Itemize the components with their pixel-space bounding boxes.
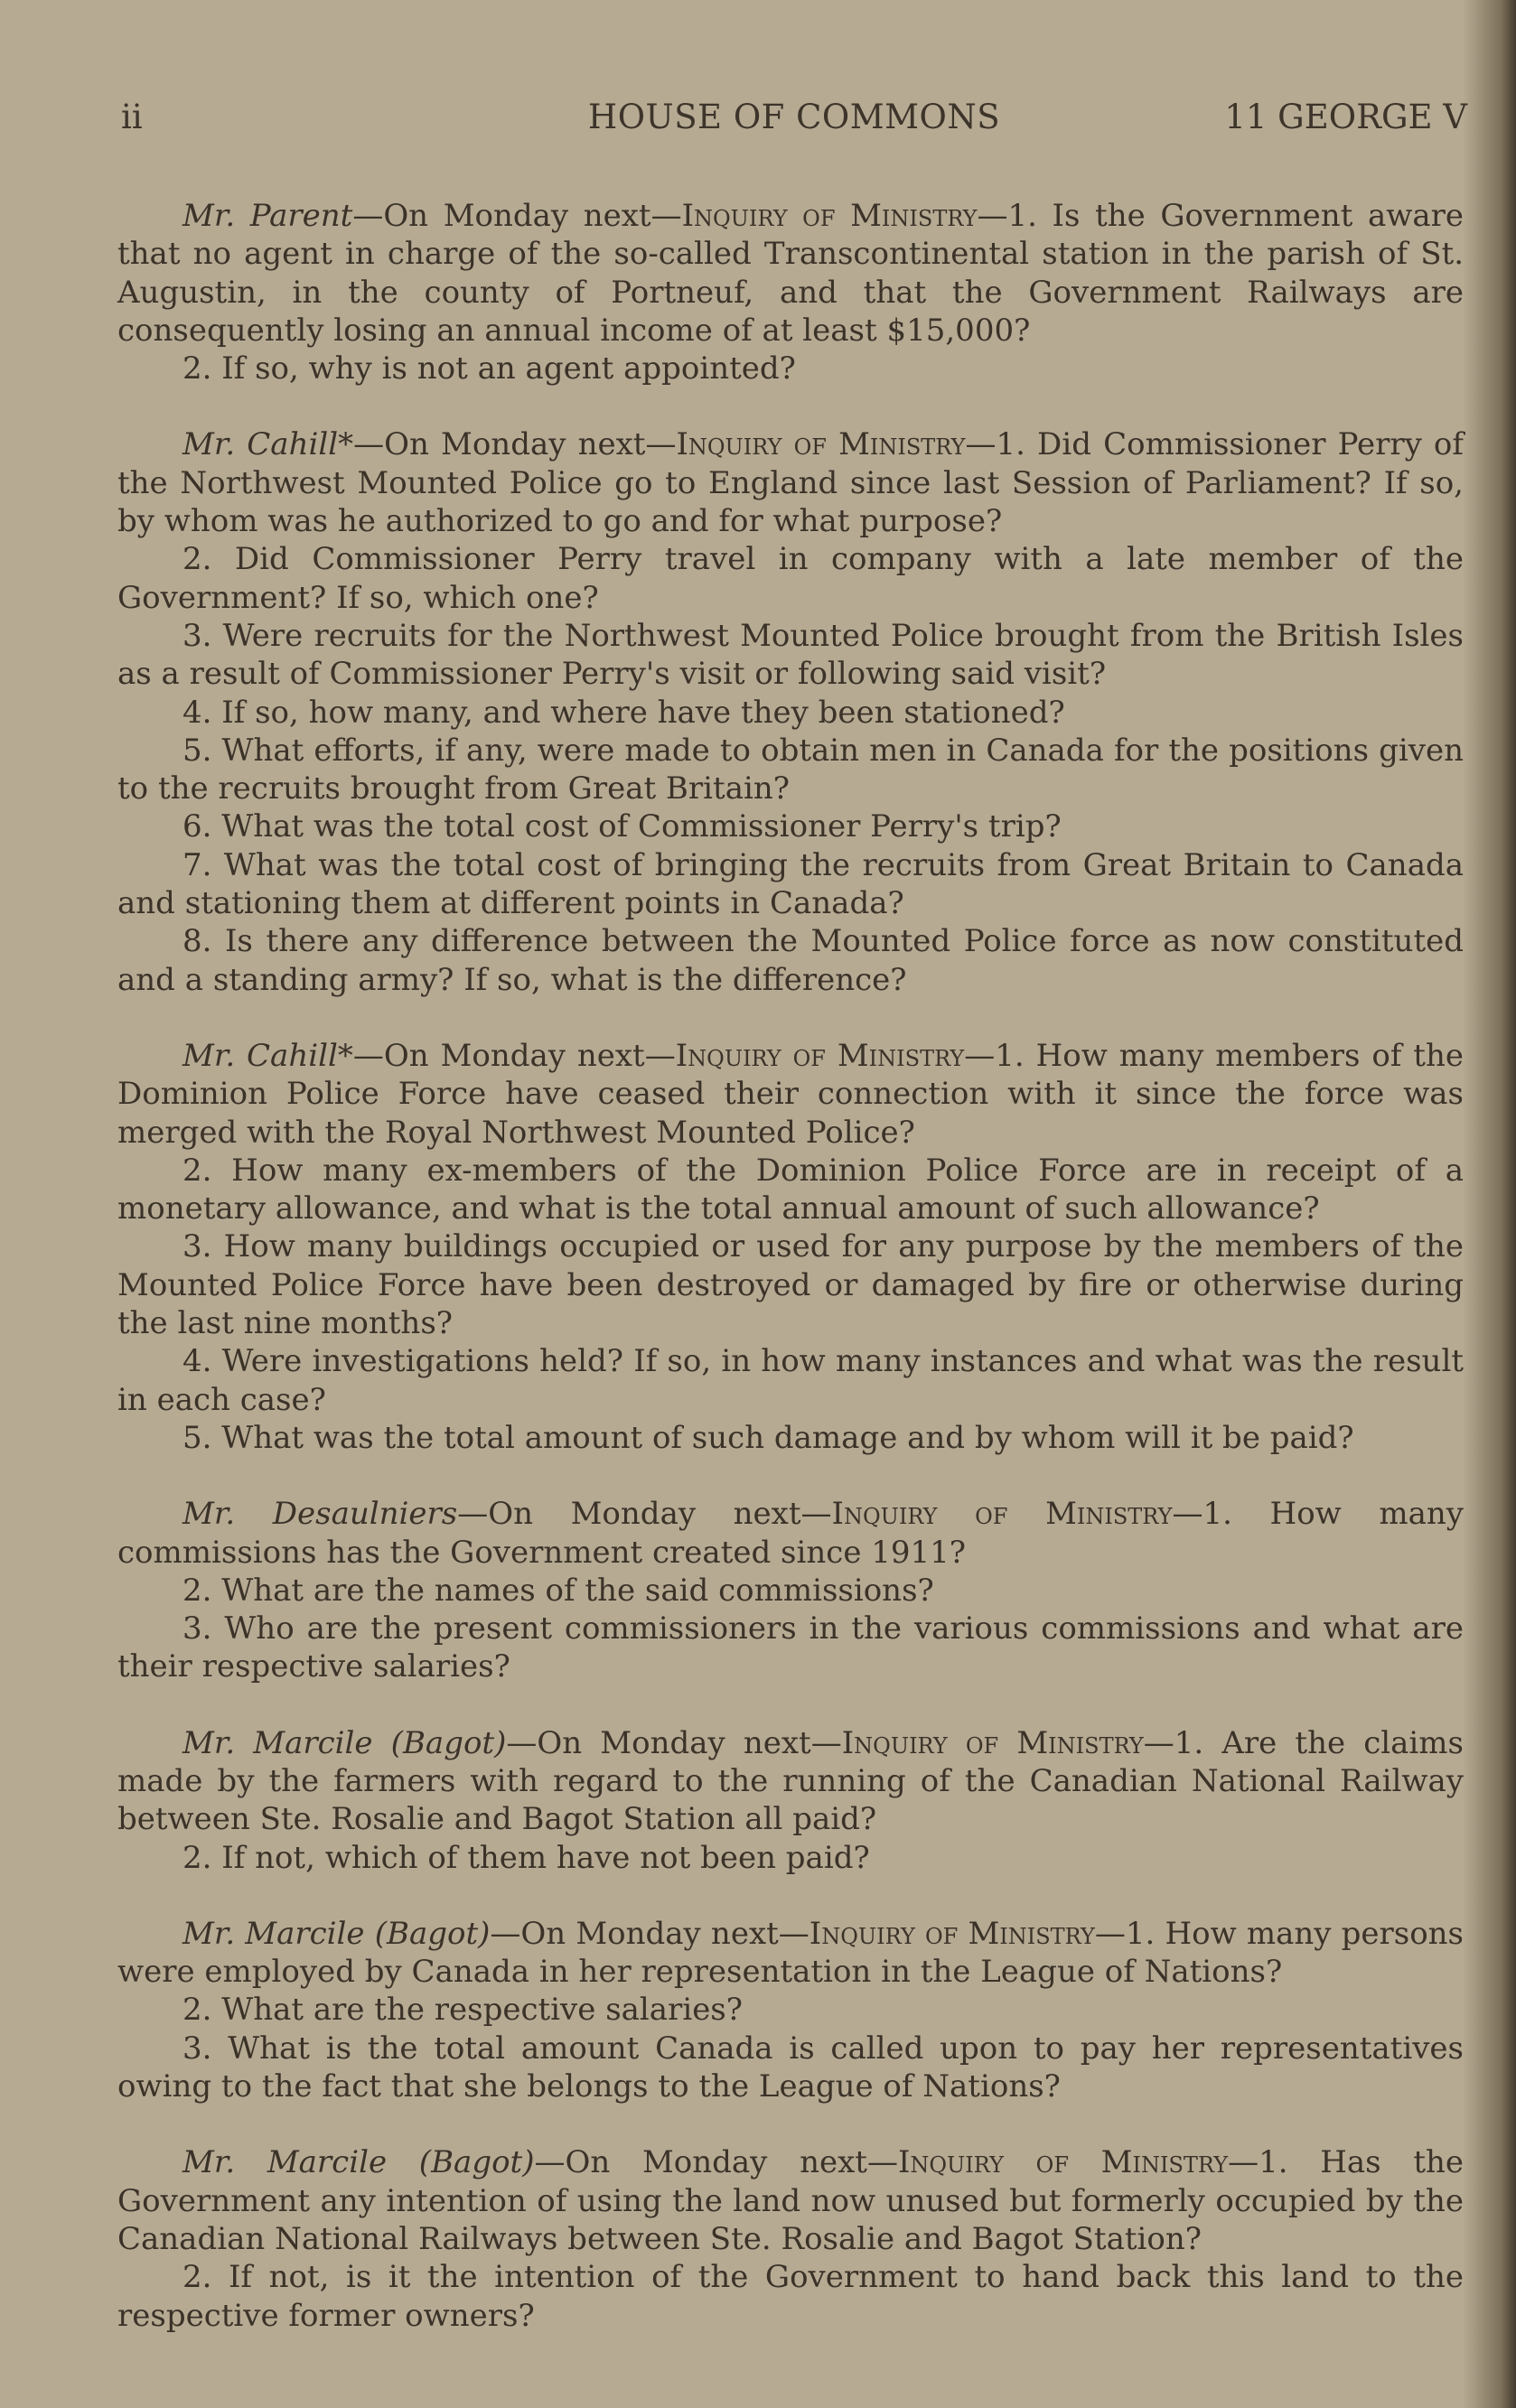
question-text: —1. How many members of the Dominion Police Force have ceased their connection with it since the force was merged with the Royal Northwest Mounted Police? [117, 1037, 1464, 1151]
notice-intro: —On Monday next— [353, 426, 677, 463]
question-item: 6. What was the total cost of Commissioner Perry's trip? [182, 808, 1062, 845]
question-item: 3. Who are the present commissioners in the various commissions and what are their respective salaries? [117, 1610, 1464, 1685]
running-header [121, 98, 1467, 143]
question-entry [117, 1037, 1464, 1457]
notice-intro: —On Monday next— [534, 2144, 898, 2181]
question-item: 7. What was the total cost of bringing the recruits from Great Britain to Canada and stationing them at different points in Canada? [117, 846, 1464, 922]
question-text: —1. Has the Government any intention of using the land now unused but formerly occupied by the Canadian National Railways between Ste. Rosalie and Bagot Station? [117, 2144, 1464, 2257]
question-item: 4. If so, how many, and where have they been stationed? [182, 694, 1065, 731]
question-item: 5. What was the total amount of such damage and by whom will it be paid? [182, 1419, 1354, 1456]
question-lead [117, 1915, 1464, 1992]
regnal-year: 11 GEORGE V [1224, 98, 1467, 136]
question-item: 3. Were recruits for the Northwest Mounted Police brought from the British Isles as a result of Commissioner Perry's visit or following said visit? [117, 617, 1464, 693]
question-entry [117, 1495, 1464, 1685]
member-name: Mr. Cahill* [182, 426, 354, 463]
member-name: Mr. Marcile (Bagot) [182, 1724, 507, 1761]
question-item: 5. What efforts, if any, were made to obtain men in Canada for the positions given to the recruits brought from Great Britain? [117, 732, 1464, 807]
member-name: Mr. Parent [182, 198, 353, 234]
page-number: ii [121, 98, 143, 136]
question-item: 2. What are the names of the said commissions? [182, 1572, 934, 1609]
member-name: Mr. Marcile (Bagot) [182, 2144, 535, 2181]
inquiry-heading: Inquiry of Ministry [897, 2144, 1229, 2181]
question-item: 3. What is the total amount Canada is called upon to pay her representatives owing to the fact that she belongs to the League of Nations? [117, 2030, 1464, 2105]
notice-intro: —On Monday next— [490, 1915, 809, 1952]
question-item: 2. If not, is it the intention of the Government to hand back this land to the respective former owners? [117, 2259, 1464, 2334]
inquiry-heading: Inquiry of Ministry [831, 1496, 1173, 1533]
question-lead [117, 1724, 1464, 1839]
member-name: Mr. Marcile (Bagot) [182, 1915, 491, 1952]
question-entry [117, 1915, 1464, 2105]
question-lead [117, 2143, 1464, 2258]
question-item: 8. Is there any difference between the Mounted Police force as now constituted and a standing army? If so, what is the difference? [117, 923, 1464, 998]
question-text: —1. Is the Government aware that no agent in charge of the so-called Transcontinental station in the parish of St. Augustin, in the county of Portneuf, and that the Government Railways are consequently losing an annual income of at least $15,000? [117, 198, 1464, 349]
question-text: —1. Did Commissioner Perry of the Northwest Mounted Police go to England since last Session of Parliament? If so, by whom was he authorized to go and for what purpose? [117, 426, 1464, 540]
question-text: —1. How many commissions has the Government created since 1911? [117, 1496, 1464, 1571]
member-name: Mr. Desaulniers [182, 1496, 458, 1533]
member-name: Mr. Cahill* [182, 1037, 353, 1074]
notice-intro: —On Monday next— [506, 1724, 842, 1761]
question-item: 3. How many buildings occupied or used for any purpose by the members of the Mounted Police Force have been destroyed or damaged by fire or otherwise during the last nine months? [117, 1228, 1464, 1342]
notice-intro: —On Monday next— [457, 1496, 832, 1533]
question-item: 2. If so, why is not an agent appointed? [182, 350, 796, 387]
question-item: 2. What are the respective salaries? [182, 1992, 743, 2029]
notice-body [117, 197, 1464, 2373]
question-text: —1. Are the claims made by the farmers with regard to the running of the Canadian National Railway between Ste. Rosalie and Bagot Station all paid? [117, 1724, 1464, 1838]
question-entry [117, 1724, 1464, 1877]
question-lead [117, 1495, 1464, 1572]
notice-intro: —On Monday next— [352, 198, 682, 234]
question-item: 2. How many ex-members of the Dominion Police Force are in receipt of a monetary allowance, and what is the total annual amount of such allowance? [117, 1152, 1464, 1227]
question-item: 4. Were investigations held? If so, in how many instances and what was the result in each case? [117, 1343, 1464, 1418]
question-item: 2. If not, which of them have not been paid? [182, 1839, 870, 1876]
question-lead [117, 197, 1464, 350]
question-entry [117, 197, 1464, 387]
running-title: HOUSE OF COMMONS [587, 98, 1001, 136]
inquiry-heading: Inquiry of Ministry [809, 1915, 1095, 1952]
question-lead [117, 1037, 1464, 1152]
notice-intro: —On Monday next— [352, 1037, 676, 1074]
question-lead [117, 425, 1464, 540]
inquiry-heading: Inquiry of Ministry [841, 1724, 1144, 1761]
question-entry [117, 425, 1464, 998]
inquiry-heading: Inquiry of Ministry [681, 198, 978, 234]
inquiry-heading: Inquiry of Ministry [676, 426, 966, 463]
question-text: —1. How many persons were employed by Canada in her representation in the League of Nations? [117, 1915, 1465, 1991]
question-item: 2. Did Commissioner Perry travel in company with a late member of the Government? If so, which one? [117, 541, 1464, 616]
inquiry-heading: Inquiry of Ministry [675, 1037, 965, 1074]
question-entry [117, 2143, 1464, 2334]
